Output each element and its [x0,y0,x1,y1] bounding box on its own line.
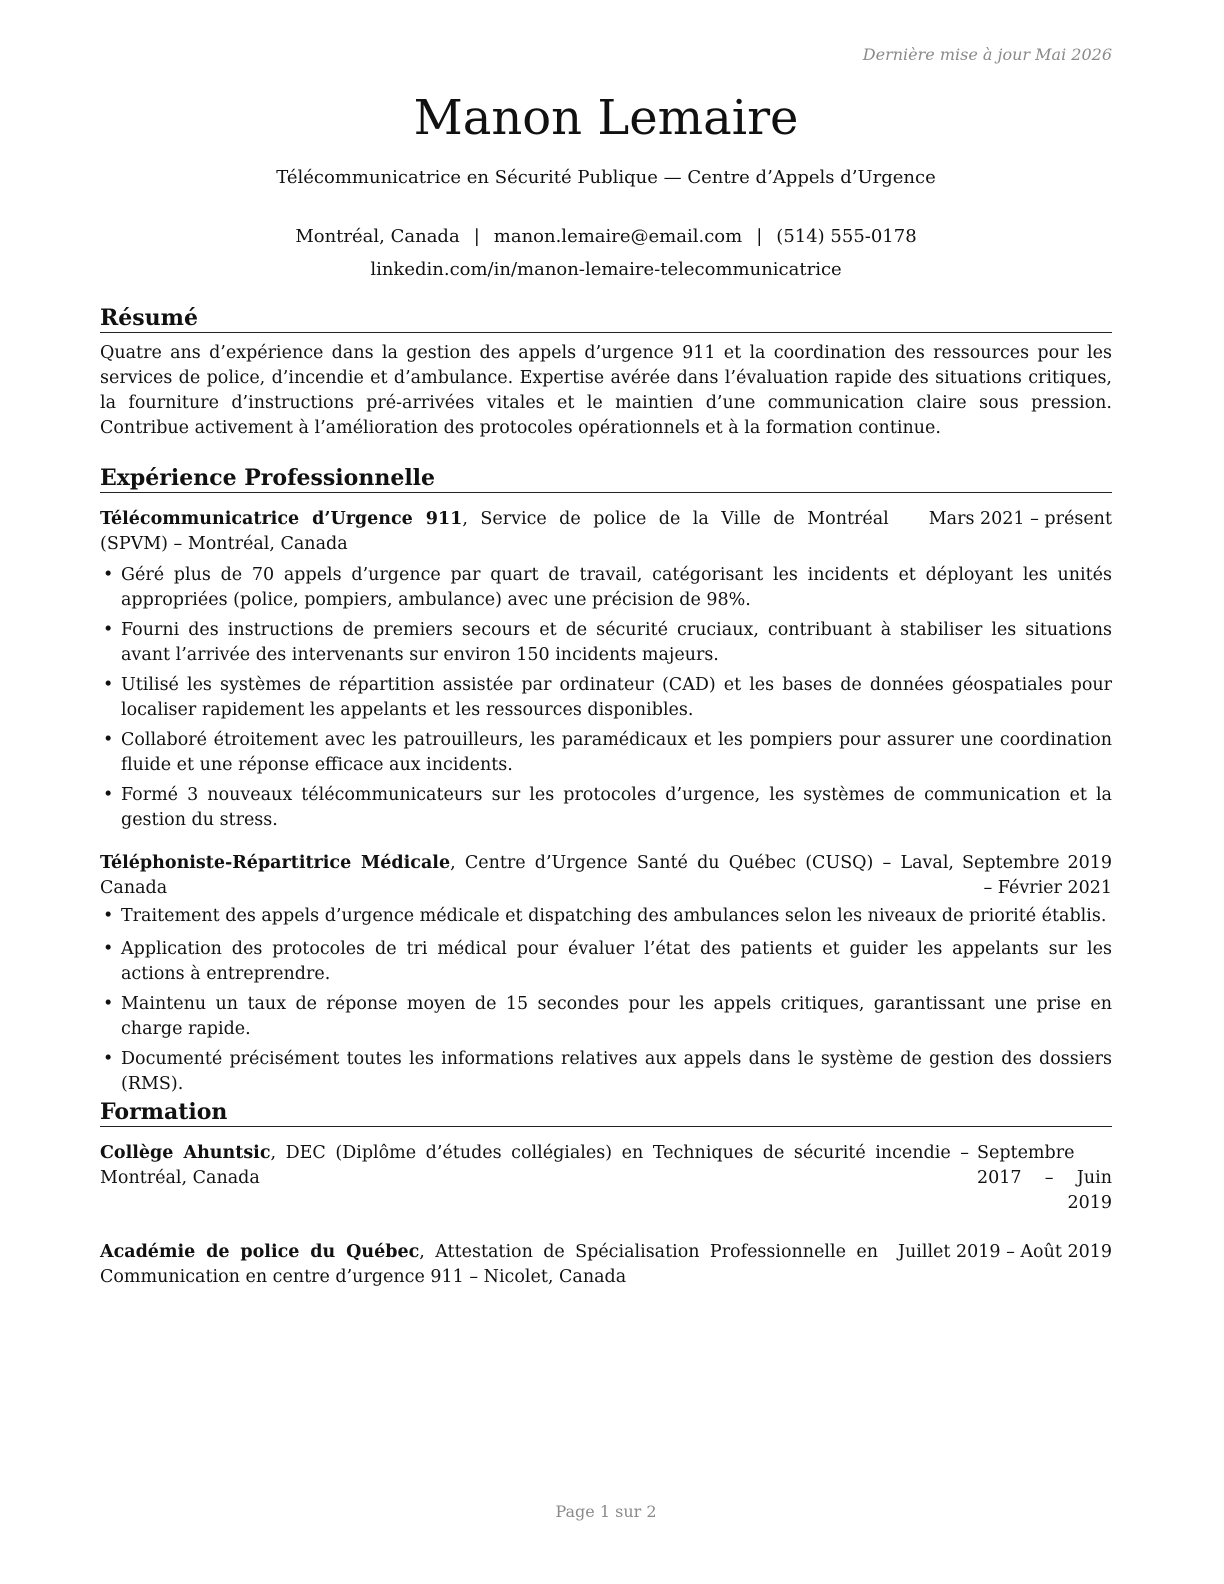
contact-block [100,220,1112,286]
job-header [100,851,1112,901]
contact-linkedin[interactable]: linkedin.com/in/manon-lemaire-telecommunicatrice [370,259,842,280]
summary-section [100,304,1112,441]
education-header [100,1240,1112,1290]
summary-text: Quatre ans d’expérience dans la gestion des appels d’urgence 911 et la coordination des ressources pour les services de police, d’incendie et d’ambulance. Expertise avérée dans l’évaluation rapide des situations critiques, la fourniture d’instructions pré-arrivées vitales et le maintien d’une communication claire sous pression. Contribue activement à l’amélioration des protocoles opérationnels et à la formation continue. [100,343,1112,438]
education-detail: , DEC (Diplôme d’études collégiales) en Techniques de sécurité incendie – Montréal, Canada [100,1143,969,1188]
section-title-education: Formation [100,1098,1112,1127]
contact-separator: | [473,226,480,247]
contact-phone: (514) 555-0178 [776,226,917,247]
education-dates: Juillet 2019 – Août 2019 [897,1242,1112,1262]
resume-page [100,0,1112,1584]
job-bullets [100,904,1112,1097]
contact-line [100,220,1112,253]
education-line [100,1141,969,1216]
candidate-name: Manon Lemaire [413,90,799,146]
job-role: Téléphoniste-Répartitrice Médicale [100,853,451,873]
education-school: Académie de police du Québec [100,1242,420,1262]
job-title-line [100,851,954,901]
experience-section [100,464,1112,1102]
job-org: , Service de police de la Ville de Montréal (SPVM) – Montréal, Canada [100,509,889,554]
education-entry [100,1240,1112,1290]
page-number: Page 1 sur 2 [555,1502,657,1521]
job-subtitle: Télécommunicatrice en Sécurité Publique — Centre d’Appels d’Urgence [276,167,936,188]
bullet-item: • Traitement des appels d’urgence médicale et dispatching des ambulances selon les niveaux de priorité établis. [100,904,1112,929]
education-line [100,1240,878,1290]
bullet-item: • Formé 3 nouveaux télécommunicateurs sur les protocoles d’urgence, les systèmes de communication et la gestion du stress. [100,783,1112,833]
section-title-experience: Expérience Professionnelle [100,464,1112,493]
job-header [100,507,1112,557]
education-school: Collège Ahuntsic [100,1143,271,1163]
bullet-item: • Fourni des instructions de premiers secours et de sécurité cruciaux, contribuant à stabiliser les situations avant l’arrivée des intervenants sur environ 150 incidents majeurs. [100,618,1112,668]
job-bullets [100,563,1112,833]
bullet-item: • Collaboré étroitement avec les patrouilleurs, les paramédicaux et les pompiers pour assurer une coordination fluide et une réponse efficace aux incidents. [100,728,1112,778]
education-header [100,1141,1112,1216]
education-dates: Septembre 2017 – Juin 2019 [977,1143,1112,1213]
bullet-item: • Utilisé les systèmes de répartition assistée par ordinateur (CAD) et les bases de données géospatiales pour localiser rapidement les appelants et les ressources disponibles. [100,673,1112,723]
job-entry [100,851,1112,1097]
job-dates: Mars 2021 – présent [928,509,1112,529]
last-updated: Dernière mise à jour Mai 2026 [862,45,1112,64]
contact-location: Montréal, Canada [295,226,460,247]
bullet-item: • Application des protocoles de tri médical pour évaluer l’état des patients et guider les appelants sur les actions à entreprendre. [100,937,1112,987]
education-section [100,1098,1112,1290]
job-role: Télécommunicatrice d’Urgence 911 [100,509,463,529]
bullet-item: • Documenté précisément toutes les informations relatives aux appels dans le système de gestion des dossiers (RMS). [100,1047,1112,1097]
education-detail: , Attestation de Spécialisation Professionnelle en Communication en centre d’urgence 911 – Nicolet, Canada [100,1242,878,1287]
contact-separator: | [756,226,763,247]
education-entry [100,1141,1112,1216]
job-org: , Centre d’Urgence Santé du Québec (CUSQ) – Laval, Canada [100,853,954,898]
job-dates: Septembre 2019 – Février 2021 [962,853,1112,898]
bullet-item: • Maintenu un taux de réponse moyen de 15 secondes pour les appels critiques, garantissant une prise en charge rapide. [100,992,1112,1042]
contact-email[interactable]: manon.lemaire@email.com [493,226,743,247]
job-entry [100,507,1112,833]
bullet-item: • Géré plus de 70 appels d’urgence par quart de travail, catégorisant les incidents et déployant les unités appropriées (police, pompiers, ambulance) avec une précision de 98%. [100,563,1112,613]
section-title-summary: Résumé [100,304,1112,333]
job-title-line [100,507,889,557]
